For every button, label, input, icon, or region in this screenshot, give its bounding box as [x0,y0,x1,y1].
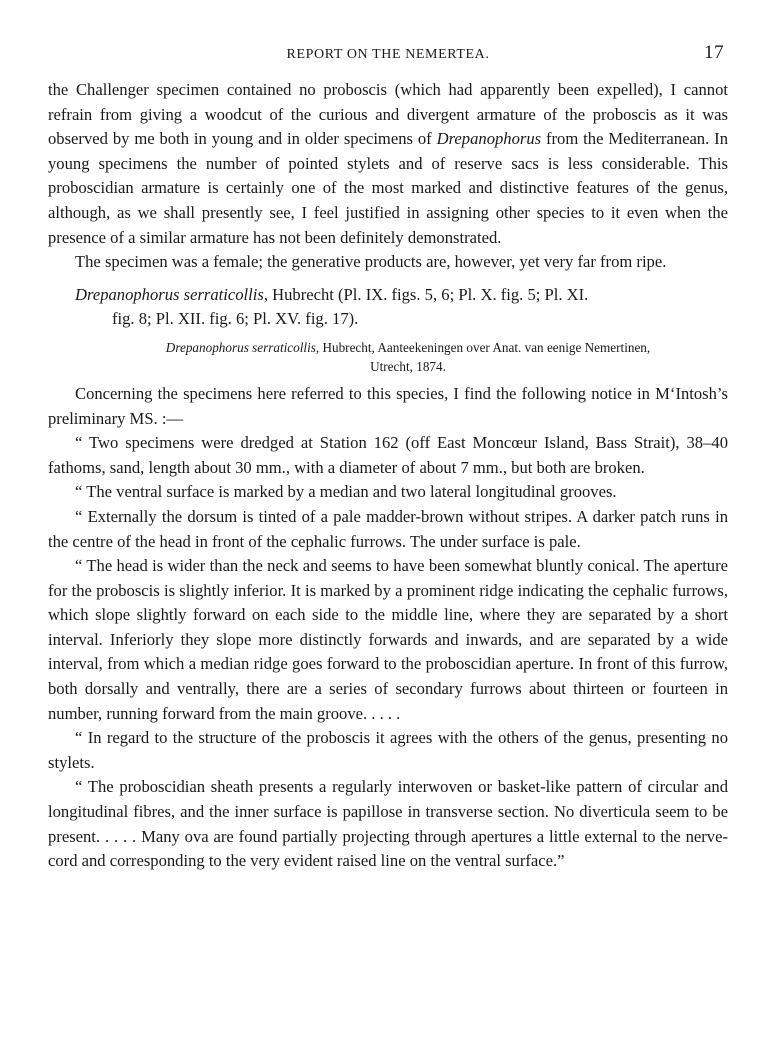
species-heading: Drepanophorus serraticollis, Hubrecht (Pl. IX. figs. 5, 6; Pl. X. fig. 5; Pl. XI. fig. 8; Pl. XII. fig. 6; Pl. XV. fig. 17). [75,284,589,329]
quoted-paragraph: “ The proboscidian sheath presents a regularly interwoven or basket-like pattern of circular and longitudinal fibres, and the inner surface is papillose in transverse section. No diverticula seem to be present. . . . . Many ova are found partially projecting through apertures a little external to the nerve-cord and corresponding to the very evident raised line on the ventral surface.” [48,777,728,871]
running-title: REPORT ON THE NEMERTEA. [286,47,490,62]
quoted-paragraph: “ Two specimens were dredged at Station 162 (off East Moncœur Island, Bass Strait), 38–40 fathoms, sand, length about 30 mm., with a diameter of about 7 mm., but both are broken. [48,433,728,477]
quoted-paragraph: “ The head is wider than the neck and seems to have been somewhat bluntly conical. The aperture for the proboscis is slightly inferior. It is marked by a prominent ridge indicating the cephalic furrows, which slope slightly forward on each side to the middle line, where they are separated by a short interval. Inferiorly they slope more distinctly forwards and inwards, and are separated by a wide interval, from which a median ridge goes forward to the proboscidian aperture. In front of this furrow, both dorsally and ventrally, there are a series of secondary furrows about thirteen or fourteen in number, running forward from the main groove. . . . . [48,556,728,723]
genus-name: Drepanophorus [436,129,542,149]
quoted-paragraph: “ In regard to the structure of the proboscis it agrees with the others of the genus, presenting no stylets. [48,728,728,772]
paragraph: Concerning the specimens here referred to this species, I find the following notice in M‘Intosh’s preliminary MS. :— [48,383,728,428]
body-text [48,78,728,874]
synonymy-citation: Drepanophorus serraticollis, Hubrecht, Aanteekeningen over Anat. van eenige Nemertinen, Utrecht, 1874. [165,339,651,374]
quoted-paragraph: “ The ventral surface is marked by a median and two lateral longitudinal grooves. [75,482,617,502]
page-number: 17 [704,42,724,63]
paragraph: The specimen was a female; the generative products are, however, yet very far from ripe. [75,252,667,272]
document-page [48,38,728,874]
quoted-paragraph: “ Externally the dorsum is tinted of a pale madder-brown without stripes. A darker patch runs in the centre of the head in front of the cephalic furrows. The under surface is pale. [48,506,728,551]
species-name: Drepanophorus serraticollis [75,284,264,304]
running-header [48,38,728,68]
paragraph: the Challenger specimen contained no proboscis (which had apparently been expelled), I cannot refrain from giving a woodcut of the curious and divergent armature of the proboscis as it was observed by me both in young and in older specimens of Drepanophorus from the Mediterranean. In young specimens the number of pointed stylets and of reserve sacs is less considerable. This proboscidian armature is certainly one of the most marked and distinctive features of the genus, although, as we shall presently see, I feel justified in assigning other species to it even when the presence of a similar armature has not been definitely demonstrated. [48,80,728,247]
